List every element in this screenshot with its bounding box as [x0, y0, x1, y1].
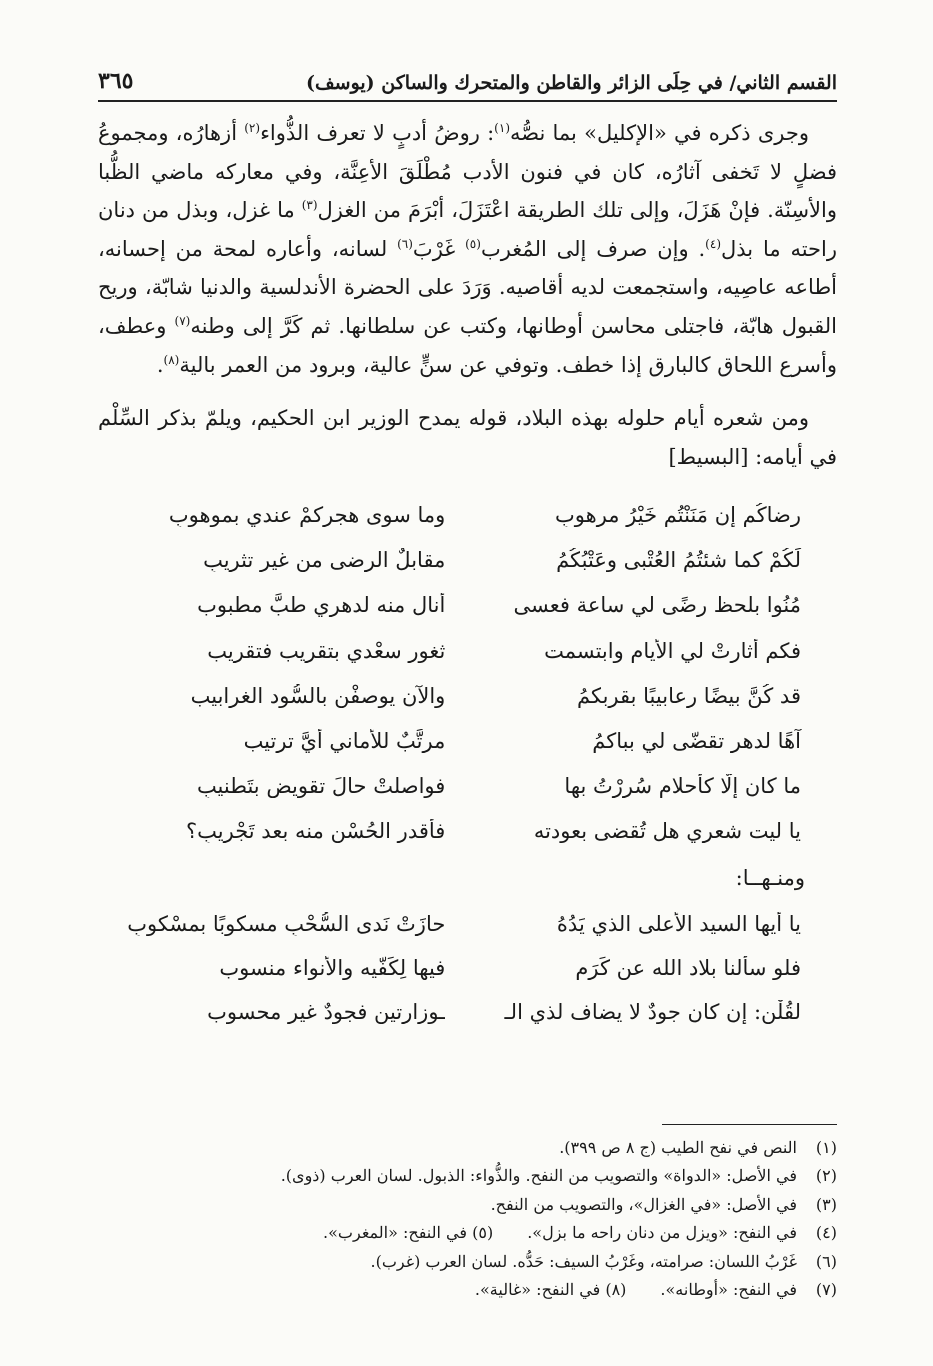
running-title: القسم الثاني/ في حِلَى الزائر والقاطن والمتحرك والساكن (يوسف): [306, 72, 837, 94]
text: لسانه، وأعاره لمحة من إحسانه، أطاعه عاصِيه، واستجمعت لديه أقاصيه. وَرَدَ على الحضرة الأندلسية والدنيا شابّة، وريح القبول هابّة، فاجتلى محاسن أوطانها، وكتب عن سلطانها. ثم كَرَّ إلى وطنه: [98, 236, 838, 338]
verse-first-hemistich: مُنُوا بلحظ رضًى لي ساعة فعسى: [513, 593, 801, 618]
footnote: [98, 1248, 837, 1276]
verse-second-hemistich: مرتَّبٌ للأماني أيَّ ترتيب: [243, 728, 446, 753]
verse: [98, 902, 837, 946]
text: : روضُ أدبٍ لا تعرف الذُّواء: [260, 121, 495, 145]
footnote: [98, 1219, 837, 1247]
verse-first-hemistich: آهًا لدهر تقضّى لي بباكمُ: [592, 728, 801, 753]
footnote-ref: (٣): [301, 198, 318, 213]
footnote-number: (٨): [605, 1279, 627, 1299]
footnote-ref: (٤): [705, 236, 721, 251]
verse-second-hemistich: ـوزارتين فجودٌ غير محسوب: [207, 999, 446, 1024]
footnote-ref: (٧): [174, 313, 191, 328]
page-number: ٣٦٥: [98, 68, 134, 94]
paragraph-poem-intro: ومن شعره أيام حلوله بهذه البلاد، قوله يمدح الوزير ابن الحكيم، ويلمّ بذكر السِّلْم في أيامه: [البسيط]: [98, 406, 837, 469]
verse-second-hemistich: أنال منه لدهري طبَّ مطبوب: [197, 593, 446, 618]
footnote-text: في النفح: «ويزل من دنان راحه ما بزل».: [527, 1223, 797, 1243]
verse: [98, 990, 837, 1034]
verse-second-hemistich: وما سوى هجركمْ عندي بموهوبِ: [168, 502, 446, 527]
verse-first-hemistich: لقُلْن: إن كان جودٌ لا يضاف لذي الـ: [504, 999, 801, 1024]
verse: [98, 946, 837, 990]
verse-second-hemistich: مقابلٌ الرضى من غير تثريبِ: [203, 548, 446, 573]
verse-first-hemistich: قد كُنَّ بيضًا رعابيبًا بقربكمُ: [577, 683, 801, 708]
text: غَرْبَ: [412, 236, 466, 261]
verse-second-hemistich: حازَتْ نَدى السُّحْبِ مسكوبًا بمسْكوبِ: [127, 911, 446, 936]
verse-second-hemistich: فيها لِكَفّيه والأنواء منسوب: [219, 955, 446, 980]
footnote-text: في النفح: «المغرب».: [323, 1223, 468, 1243]
verse-first-hemistich: رضاكُم إن مَنَنْتُم خَيْرُ مرهوبِ: [555, 502, 801, 527]
verse-second-hemistich: فأقدر الحُسْن منه بعد تَجْريبِ؟: [186, 819, 446, 844]
verse: [98, 583, 837, 628]
minha-label: ومنـهــا:: [735, 865, 805, 890]
verse: [98, 628, 837, 673]
footnote: [98, 1162, 837, 1190]
text: وعطف، وأسرع اللحاق كالبارق إذا خطف. وتوفي عن سنٍّ عالية، وبرود من العمر بالية: [98, 313, 837, 377]
text: أزهارُه، ومجموعُ فضلٍ لا تَخفى آثارُه، كان في فنون الأدب مُطْلَقَ الأعِنَّة، وفي معاركه ماضي الظُّبا والأسِنّة. فإنْ هَزَلَ، وإلى تلك الطريقة اعْتَزَلَ، أبْرَمَ من الغزل: [98, 121, 837, 223]
footnote-text: النص في نفح الطيب (ج ٨ ص ٣٩٩).: [559, 1138, 797, 1157]
poem-1: [98, 492, 837, 854]
footnote-text: في النفح: «غالية».: [474, 1279, 601, 1299]
footnote-text: في الأصل: «الدواة» والتصويب من النفح. والذُّواء: الذبول. لسان العرب (ذوى).: [280, 1166, 797, 1186]
paragraph-biography: [98, 114, 837, 384]
footnote: [98, 1191, 837, 1219]
text: وجرى ذكره في «الإكليل» بما نصُّه: [510, 121, 810, 145]
footnote: [98, 1276, 837, 1304]
footnote-ref: (٢): [244, 121, 261, 135]
footnote-number: (١): [815, 1138, 837, 1157]
verse: [98, 763, 837, 808]
verse: [98, 673, 837, 718]
footnote-number: (٤): [815, 1223, 837, 1243]
verse-first-hemistich: فلو سألنا بلاد الله عن كَرَمٍ: [575, 955, 801, 980]
footnote-separator: [662, 1124, 837, 1125]
verse-first-hemistich: ما كان إلّا كأحلامٍ سُرِرْتُ بها: [564, 774, 801, 799]
footnote-ref: (١): [494, 121, 510, 135]
page-header: [98, 60, 837, 102]
footnote-number: (٢): [815, 1166, 837, 1186]
footnote-ref: (٥): [465, 236, 481, 251]
verse-second-hemistich: ثغور سعْدي بتقريب فتقريب: [207, 638, 446, 663]
footnote-number: (٣): [815, 1194, 837, 1214]
footnote-number: (٦): [815, 1251, 837, 1271]
text: . وإن صرف إلى المُغرب: [480, 236, 706, 261]
verse-second-hemistich: والآن يوصفْن بالسُّود الغرابيب: [190, 683, 446, 708]
verse-first-hemistich: يا أيها السيد الأعلى الذي يَدُهُ: [556, 911, 801, 936]
footnote-number: (٥): [472, 1223, 494, 1243]
footnote-text: في النفح: «أوطانه».: [660, 1279, 797, 1299]
footnote-text: غَرْبُ اللسان: صرامته، وغَرْبُ السيف: حَدُّه. لسان العرب (غرب).: [370, 1251, 797, 1271]
verse: [98, 809, 837, 854]
verse-second-hemistich: فواصلتْ حالَ تقويضٍ بتَطنيبِ: [196, 774, 446, 799]
verse-first-hemistich: لَكُمْ كما شئتُمُ العُتْبى وعَتْبُكُمُ: [556, 548, 801, 573]
text: .: [156, 352, 164, 377]
footnote: [98, 1134, 837, 1162]
footnote-ref: (٨): [163, 352, 180, 367]
poem-2: [98, 902, 837, 1034]
verse-first-hemistich: فكم أثارتْ لي الأيام وابتسمت: [544, 638, 801, 663]
verse-first-hemistich: يا ليت شعري هل تُقضى بعودته: [533, 819, 801, 844]
page-body: [98, 114, 837, 1034]
text: ما غزل، وبذل من دنان راحته ما بذل: [98, 198, 838, 261]
verse: [98, 718, 837, 763]
footnote-text: في الأصل: «في الغزال»، والتصويب من النفح.: [490, 1194, 797, 1214]
footnotes: [98, 1134, 837, 1304]
verse: [98, 492, 837, 537]
footnote-ref: (٦): [397, 236, 413, 251]
footnote-number: (٧): [815, 1279, 837, 1299]
verse: [98, 538, 837, 583]
